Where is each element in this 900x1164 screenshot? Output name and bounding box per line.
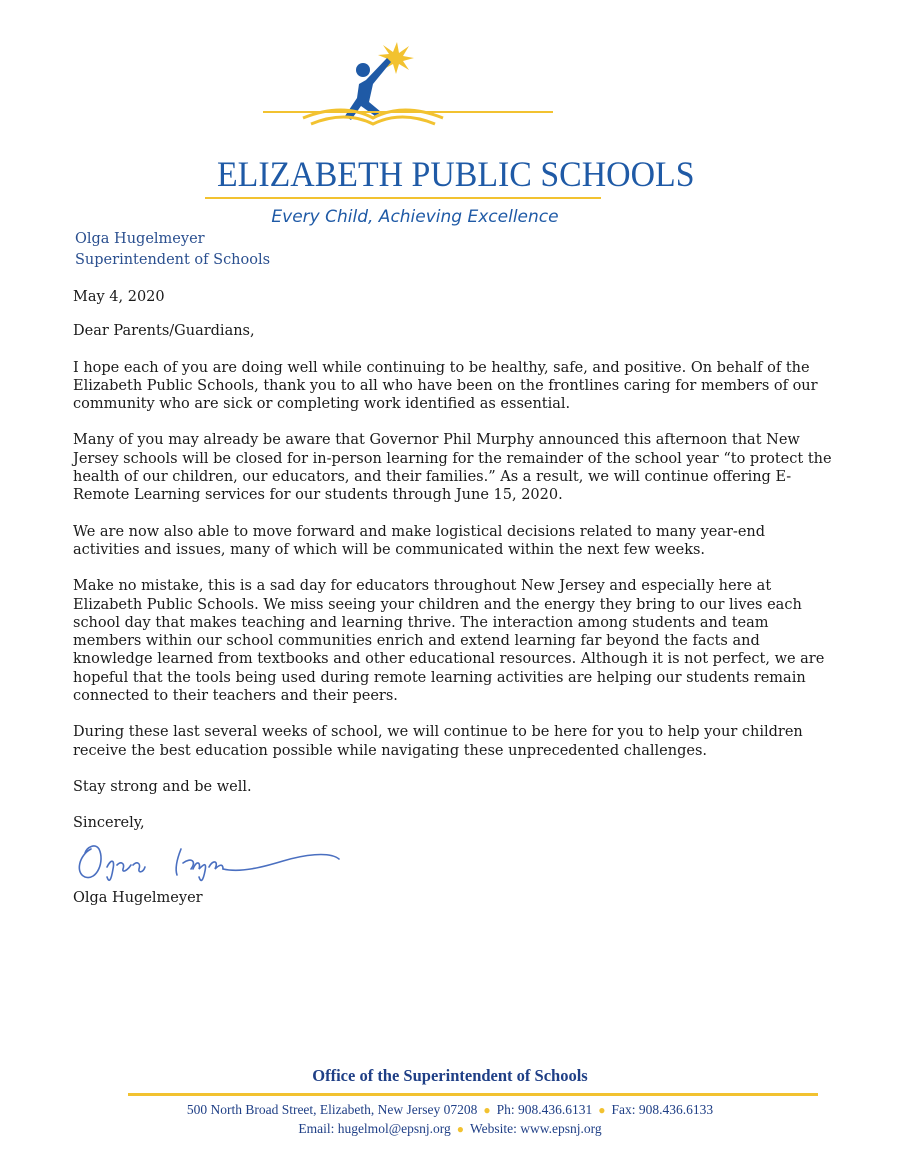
sender-title: Superintendent of Schools: [75, 252, 271, 268]
logo-tagline: Every Child, Achieving Excellence: [271, 207, 559, 227]
bullet-icon: ●: [483, 1103, 491, 1117]
letter-body: [73, 288, 833, 925]
logo-divider: [205, 197, 601, 199]
signer-name: Olga Hugelmeyer: [73, 889, 203, 906]
footer-fax: Fax: 908.436.6133: [611, 1102, 714, 1117]
paragraph: We are now also able to move forward and make logistical decisions related to many year-end activities and issues, many of which will be communicated within the next few weeks.: [73, 523, 766, 558]
footer-office-title: Office of the Superintendent of Schools: [312, 1066, 588, 1085]
footer-contact-line: [0, 1102, 900, 1118]
handwritten-signature-icon: [73, 837, 353, 885]
letter-date: May 4, 2020: [73, 289, 165, 305]
letterhead-logo: [205, 40, 695, 227]
sender-name: Olga Hugelmeyer: [75, 231, 205, 247]
closing: Sincerely,: [73, 815, 145, 832]
sender-block: [75, 229, 270, 271]
bullet-icon: ●: [456, 1122, 464, 1136]
footer-address: 500 North Broad Street, Elizabeth, New Jersey 07208: [186, 1102, 478, 1117]
footer-web-line: [0, 1121, 900, 1137]
salutation: Dear Parents/Guardians,: [73, 323, 255, 340]
logo-school-name: ELIZABETH PUBLIC SCHOOLS: [217, 154, 695, 194]
paragraph: I hope each of you are doing well while continuing to be healthy, safe, and positive. On behalf of the Elizabeth Public Schools, thank you to all who have been on the frontlines caring for members of our community who are sick or completing work identified as essential.: [73, 359, 818, 413]
paragraph: Many of you may already be aware that Governor Phil Murphy announced this afternoon that New Jersey schools will be closed for in-person learning for the remainder of the school year “to protect the health of our children, our educators, and their families.” As a result, we will continue offering E-Remote Learning services for our students through June 15, 2020.: [73, 432, 832, 504]
letterhead-footer: [0, 1066, 900, 1136]
paragraph: During these last several weeks of school, we will continue to be here for you to help your children receive the best education possible while navigating these unprecedented challenges.: [73, 724, 803, 759]
paragraph: Stay strong and be well.: [73, 778, 252, 795]
reading-child-logo-icon: [263, 40, 553, 150]
footer-phone: Ph: 908.436.6131: [496, 1102, 593, 1117]
footer-email: Email: hugelmol@epsnj.org: [298, 1121, 451, 1136]
footer-website: Website: www.epsnj.org: [470, 1121, 602, 1136]
footer-divider: [128, 1093, 818, 1096]
paragraph: Make no mistake, this is a sad day for educators throughout New Jersey and especially here at Elizabeth Public Schools. We miss seeing your children and the energy they bring to our lives each school day that makes teaching and learning thrive. The interaction among students and team members within our school communities enrich and extend learning far beyond the facts and knowledge learned from textbooks and other educational resources. Although it is not perfect, we are hopeful that the tools being used during remote learning activities are helping our students remain connected to their teachers and their peers.: [73, 578, 825, 705]
bullet-icon: ●: [598, 1103, 606, 1117]
signature-image: [73, 837, 833, 883]
